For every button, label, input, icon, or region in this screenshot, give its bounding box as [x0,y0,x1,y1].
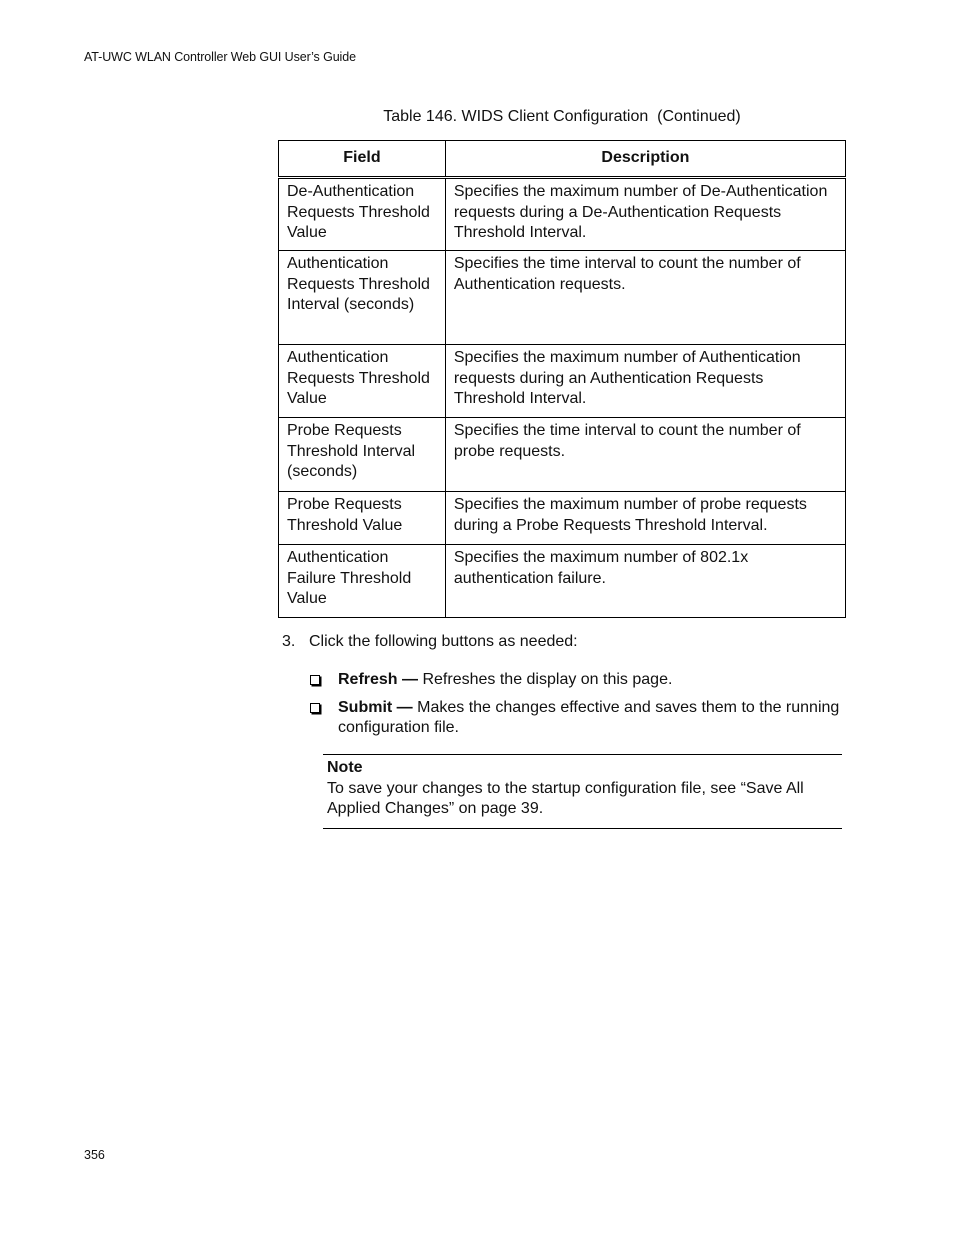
description-cell: Specifies the maximum number of Authentication requests during an Authentication Requests Threshold Interval. [445,345,845,418]
wids-client-configuration-table [278,140,846,618]
table-row [279,178,846,251]
column-header-description: Description [445,141,845,178]
field-cell: De-Authentication Requests Threshold Value [279,178,446,251]
field-cell: Authentication Failure Threshold Value [279,545,446,618]
step-number: 3. [282,633,296,650]
button-description: Refreshes the display on this page. [418,671,673,688]
button-description: Makes the changes effective and saves them to the running configuration file. [338,698,840,736]
field-cell: Authentication Requests Threshold Interval (seconds) [279,251,446,345]
button-name-refresh: Refresh — [338,671,419,688]
field-cell: Authentication Requests Threshold Value [279,345,446,418]
note-title: Note [327,759,363,776]
description-cell: Specifies the time interval to count the number of Authentication requests. [445,251,845,345]
table-row [279,418,846,492]
description-cell: Specifies the maximum number of 802.1x authentication failure. [445,545,845,618]
table-row [279,545,846,618]
list-item [310,698,850,739]
description-cell: Specifies the time interval to count the number of probe requests. [445,418,845,492]
table-caption: Table 146. WIDS Client Configuration (Continued) [383,108,741,125]
table-row [279,251,846,345]
instruction-step [282,632,578,652]
running-header: AT-UWC WLAN Controller Web GUI User’s Guide [84,50,356,64]
button-name-submit: Submit — [338,698,413,716]
button-list [310,670,850,746]
list-item [310,670,850,691]
table-row [279,345,846,418]
description-cell: Specifies the maximum number of probe requests during a Probe Requests Threshold Interval. [445,492,845,545]
field-cell: Probe Requests Threshold Value [279,492,446,545]
description-cell: Specifies the maximum number of De-Authentication requests during a De-Authentication Requests Threshold Interval. [445,178,845,251]
table-row [279,492,846,545]
checkbox-bullet-icon [310,675,320,685]
field-cell: Probe Requests Threshold Interval (seconds) [279,418,446,492]
column-header-field: Field [279,141,446,178]
checkbox-bullet-icon [310,703,320,713]
table-header-row [279,141,846,178]
step-text: Click the following buttons as needed: [309,633,578,650]
note-box [323,754,842,829]
page-number: 356 [84,1148,105,1162]
note-text: To save your changes to the startup configuration file, see “Save All Applied Changes” on page 39. [327,779,804,817]
